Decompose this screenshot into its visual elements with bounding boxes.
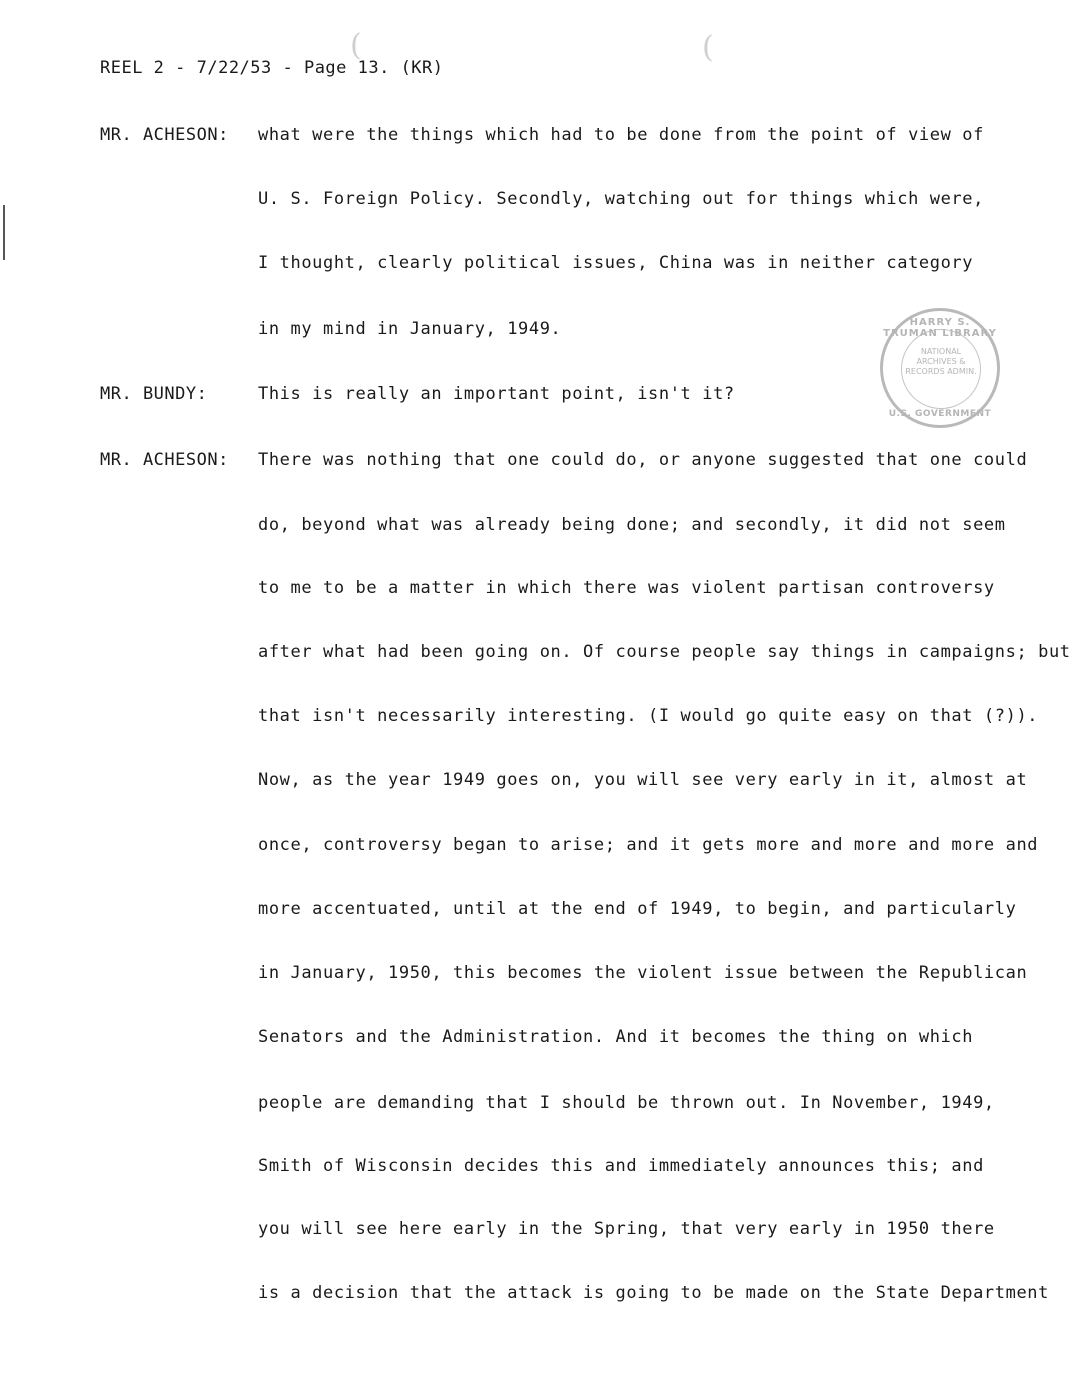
transcript-line: This is really an important point, isn't it? (258, 384, 735, 404)
transcript-line: U. S. Foreign Policy. Secondly, watching out for things which were, (258, 189, 984, 209)
transcript-line: you will see here early in the Spring, that very early in 1950 there (258, 1219, 995, 1239)
page-header: REEL 2 - 7/22/53 - Page 13. (KR) (100, 58, 444, 78)
transcript-line: Senators and the Administration. And it becomes the thing on which (258, 1027, 974, 1047)
transcript-line: do, beyond what was already being done; and secondly, it did not seem (258, 515, 1006, 535)
transcript-line: in January, 1950, this becomes the violent issue between the Republican (258, 963, 1028, 983)
transcript-line: in my mind in January, 1949. (258, 319, 562, 339)
margin-bar (3, 205, 5, 260)
stamp-top-text: HARRY S. TRUMAN LIBRARY (883, 317, 997, 339)
transcript-line: to me to be a matter in which there was violent partisan controversy (258, 578, 995, 598)
transcript-line: that isn't necessarily interesting. (I would go quite easy on that (?)). (258, 706, 1039, 726)
transcript-line: what were the things which had to be done from the point of view of (258, 125, 984, 145)
margin-mark: ( (702, 30, 714, 65)
speaker-label: MR. ACHESON: (100, 125, 229, 145)
transcript-line: more accentuated, until at the end of 1949, to begin, and particularly (258, 899, 1017, 919)
transcript-line: is a decision that the attack is going to be made on the State Department (258, 1283, 1049, 1303)
transcript-line: Now, as the year 1949 goes on, you will see very early in it, almost at (258, 770, 1028, 790)
transcript-line: Smith of Wisconsin decides this and immediately announces this; and (258, 1156, 984, 1176)
transcript-line: after what had been going on. Of course people say things in campaigns; but (258, 642, 1071, 662)
transcript-line: There was nothing that one could do, or anyone suggested that one could (258, 450, 1028, 470)
transcript-line: people are demanding that I should be thrown out. In November, 1949, (258, 1093, 995, 1113)
archive-stamp-seal (880, 308, 1000, 428)
speaker-label: MR. BUNDY: (100, 384, 208, 404)
stamp-bottom-text: U.S. GOVERNMENT (888, 409, 992, 419)
margin-mark: ( (350, 28, 362, 63)
transcript-line: I thought, clearly political issues, China was in neither category (258, 253, 974, 273)
transcript-line: once, controversy began to arise; and it gets more and more and more and (258, 835, 1039, 855)
stamp-center-text: NATIONAL ARCHIVES & RECORDS ADMIN. (905, 347, 977, 376)
speaker-label: MR. ACHESON: (100, 450, 229, 470)
